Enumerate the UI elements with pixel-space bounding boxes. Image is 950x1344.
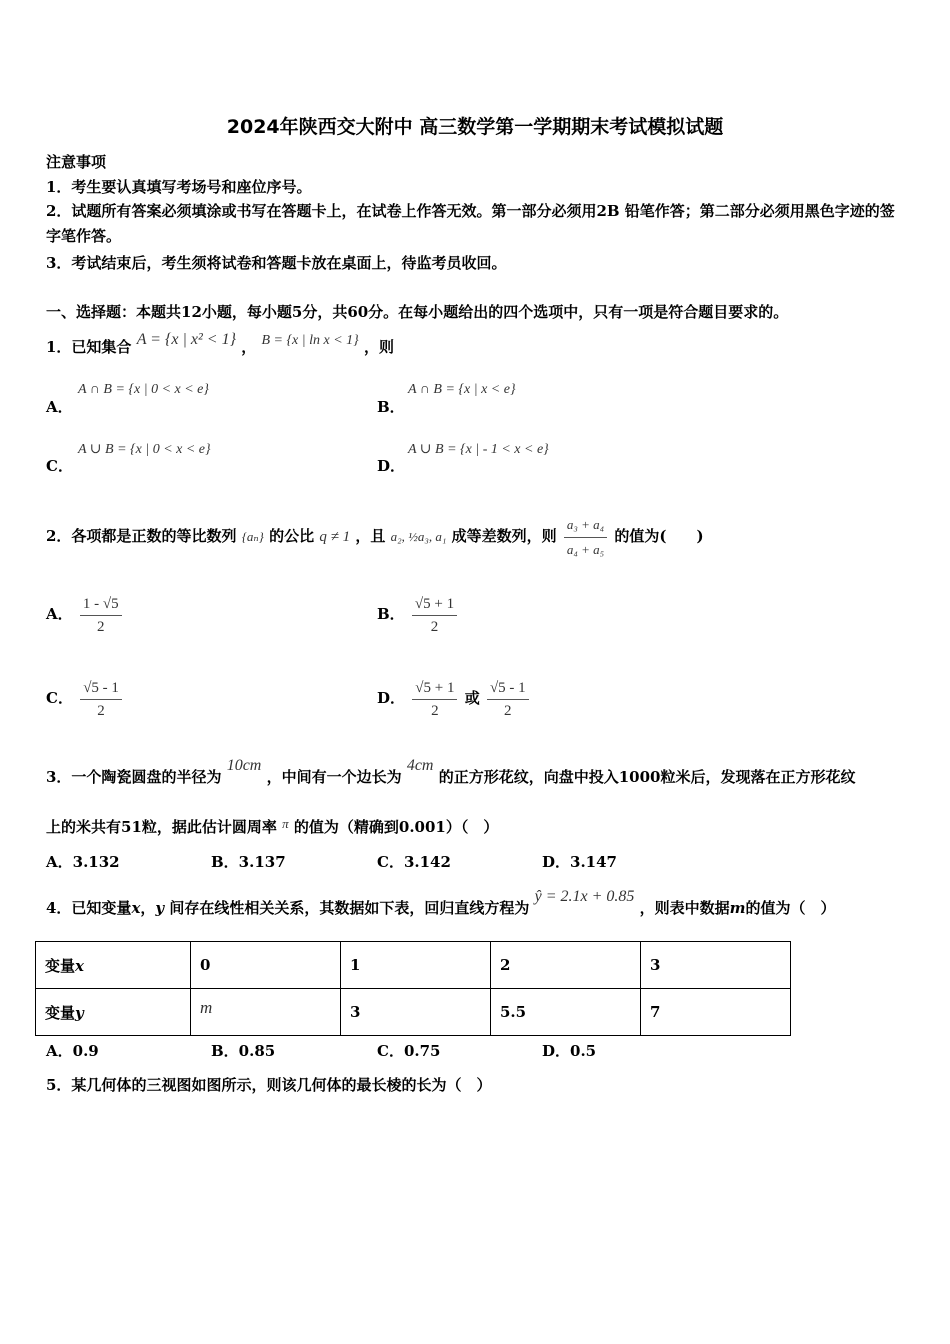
q2-fraction <box>564 513 607 562</box>
q1-option-a-label: A． <box>46 398 73 416</box>
q2-option-b-num: √5 + 1 <box>412 593 457 616</box>
q1-option-a-expr: A ∩ B = {x | 0 < x < e} <box>78 382 209 397</box>
q4-part1: 4．已知变量 <box>46 899 132 917</box>
q2-option-a-label: A． <box>46 605 73 623</box>
q2-terms: a₂, ½a₃, a₁ <box>390 529 447 544</box>
table-cell: 5.5 <box>491 989 641 1036</box>
q2-option-b-frac <box>412 593 457 638</box>
q2-seq: {aₙ} <box>241 529 264 544</box>
q2-option-b-label: B． <box>377 605 405 623</box>
q2-option-a-num: 1 - √5 <box>80 593 122 616</box>
table-cell: 7 <box>641 989 791 1036</box>
q4-data-table <box>35 941 791 1036</box>
q2-mid2: ，且 <box>355 527 386 545</box>
question-2 <box>46 506 704 567</box>
q2-option-c-num: √5 - 1 <box>80 677 122 700</box>
q2-option-d-frac2 <box>487 677 529 722</box>
q1-sep: ， <box>241 338 257 356</box>
question-1 <box>46 331 395 357</box>
table-cell: 0 <box>191 942 341 989</box>
q2-prefix: 2．各项都是正数的等比数列 <box>46 527 237 545</box>
notice-heading: 注意事项 <box>46 153 107 171</box>
q1-suffix: ，则 <box>364 338 395 356</box>
question-3-line-1 <box>46 757 856 787</box>
q4-option-d[interactable]: D．0.5 <box>542 1042 597 1060</box>
q1-option-d-label: D． <box>377 457 406 475</box>
section-heading: 一、选择题：本题共12小题，每小题5分，共60分。在每小题给出的四个选项中，只有一项是符合题目要求的。 <box>46 303 789 321</box>
q1-set-b: B = {x | ln x < 1} <box>261 333 359 348</box>
q2-option-d-den: 2 <box>431 702 439 719</box>
q2-option-a-frac <box>80 593 122 638</box>
q1-option-b-label: B． <box>377 398 405 416</box>
table-cell: 3 <box>641 942 791 989</box>
q2-option-d-den2: 2 <box>504 702 512 719</box>
table-row <box>36 989 791 1036</box>
table-cell: 2 <box>491 942 641 989</box>
q2-frac-num: a₃ + a₄ <box>564 513 607 538</box>
q3-part1: 3．一个陶瓷圆盘的半径为 <box>46 768 222 786</box>
table-cell-label-x: 变量x <box>36 942 191 989</box>
table-cell-label-y: 变量y <box>36 989 191 1036</box>
q1-option-b-expr: A ∩ B = {x | x < e} <box>408 382 516 397</box>
q1-option-a[interactable] <box>46 396 73 417</box>
question-4 <box>46 888 836 918</box>
q4-part2: 间存在线性相关关系，其数据如下表，回归直线方程为 <box>169 899 530 917</box>
notice-item-1: 1．考生要认真填写考场号和座位序号。 <box>46 178 312 196</box>
table-cell: 1 <box>341 942 491 989</box>
q2-mid3: 成等差数列，则 <box>451 527 557 545</box>
q2-option-c-den: 2 <box>97 702 105 719</box>
q1-set-a: A = {x | x² < 1} <box>136 331 236 348</box>
table-row <box>36 942 791 989</box>
q1-option-d-expr: A ∪ B = {x | - 1 < x < e} <box>408 442 549 457</box>
question-3-line-2 <box>46 816 498 837</box>
q2-option-c[interactable] <box>46 673 124 723</box>
q4-m: m <box>729 899 746 917</box>
q2-option-c-frac <box>80 677 122 722</box>
q2-frac-den: a₄ + a₅ <box>566 541 605 557</box>
notice-item-2: 2．试题所有答案必须填涂或书写在答题卡上，在试卷上作答无效。第一部分必须用2B 铅笔作答；第二部分必须用黑色字迹的签字笔作答。 <box>46 202 895 245</box>
q2-option-a[interactable] <box>46 589 124 639</box>
q1-option-b[interactable] <box>377 396 405 417</box>
q3-part3: 的正方形花纹，向盘中投入1000粒米后，发现落在正方形花纹 <box>438 768 856 786</box>
q2-option-d-num2: √5 - 1 <box>487 677 529 700</box>
q1-option-c[interactable] <box>46 455 73 476</box>
q4-part3: ，则表中数据 <box>639 899 730 917</box>
q4-comma: ， <box>140 899 156 917</box>
q4-option-a[interactable]: A．0.9 <box>46 1042 99 1060</box>
q2-option-c-label: C． <box>46 689 73 707</box>
q3-line2a: 上的米共有51粒，据此估计圆周率 <box>46 818 277 836</box>
q3-part2: ，中间有一个边长为 <box>266 768 402 786</box>
q2-option-b-den: 2 <box>430 618 439 635</box>
q3-side: 4cm <box>406 757 434 774</box>
table-cell: 3 <box>341 989 491 1036</box>
notice-item-3: 3．考试结束后，考生须将试卷和答题卡放在桌面上，待监考员收回。 <box>46 254 507 272</box>
q3-option-a[interactable]: A．3.132 <box>46 853 120 871</box>
q1-option-c-label: C． <box>46 457 73 475</box>
q1-prefix: 1．已知集合 <box>46 338 132 356</box>
q4-equation: ŷ = 2.1x + 0.85 <box>534 888 635 905</box>
q2-option-a-den: 2 <box>96 618 105 635</box>
q2-suffix: 的值为( ) <box>614 527 704 545</box>
q3-option-d[interactable]: D．3.147 <box>542 853 617 871</box>
question-5: 5．某几何体的三视图如图所示，则该几何体的最长棱的长为（ ） <box>46 1076 492 1094</box>
q3-option-c[interactable]: C．3.142 <box>377 853 451 871</box>
q2-option-d-or: 或 <box>464 689 480 707</box>
q2-mid1: 的公比 <box>269 527 315 545</box>
q4-part4: 的值为（ ） <box>745 899 836 917</box>
q3-option-b[interactable]: B．3.137 <box>211 853 286 871</box>
q4-option-b[interactable]: B．0.85 <box>211 1042 276 1060</box>
q2-option-b[interactable] <box>377 589 459 639</box>
q2-option-d-frac <box>412 677 457 722</box>
q2-cond: q ≠ 1 <box>319 529 351 545</box>
table-cell-m: m <box>191 989 341 1036</box>
q1-option-d[interactable] <box>377 455 405 476</box>
q3-line2b: 的值为（精确到0.001）（ ） <box>293 818 499 836</box>
q2-option-d-num: √5 + 1 <box>412 677 457 700</box>
q1-option-c-expr: A ∪ B = {x | 0 < x < e} <box>78 442 211 457</box>
q4-y: y <box>155 899 165 917</box>
q2-option-d-label: D． <box>377 689 406 707</box>
q2-option-d[interactable] <box>377 673 531 723</box>
exam-title: 2024年陕西交大附中 高三数学第一学期期末考试模拟试题 <box>226 116 724 138</box>
q4-option-c[interactable]: C．0.75 <box>377 1042 441 1060</box>
q4-x: x <box>131 899 141 917</box>
q3-pi: π <box>282 816 289 831</box>
q3-radius: 10cm <box>226 757 262 774</box>
